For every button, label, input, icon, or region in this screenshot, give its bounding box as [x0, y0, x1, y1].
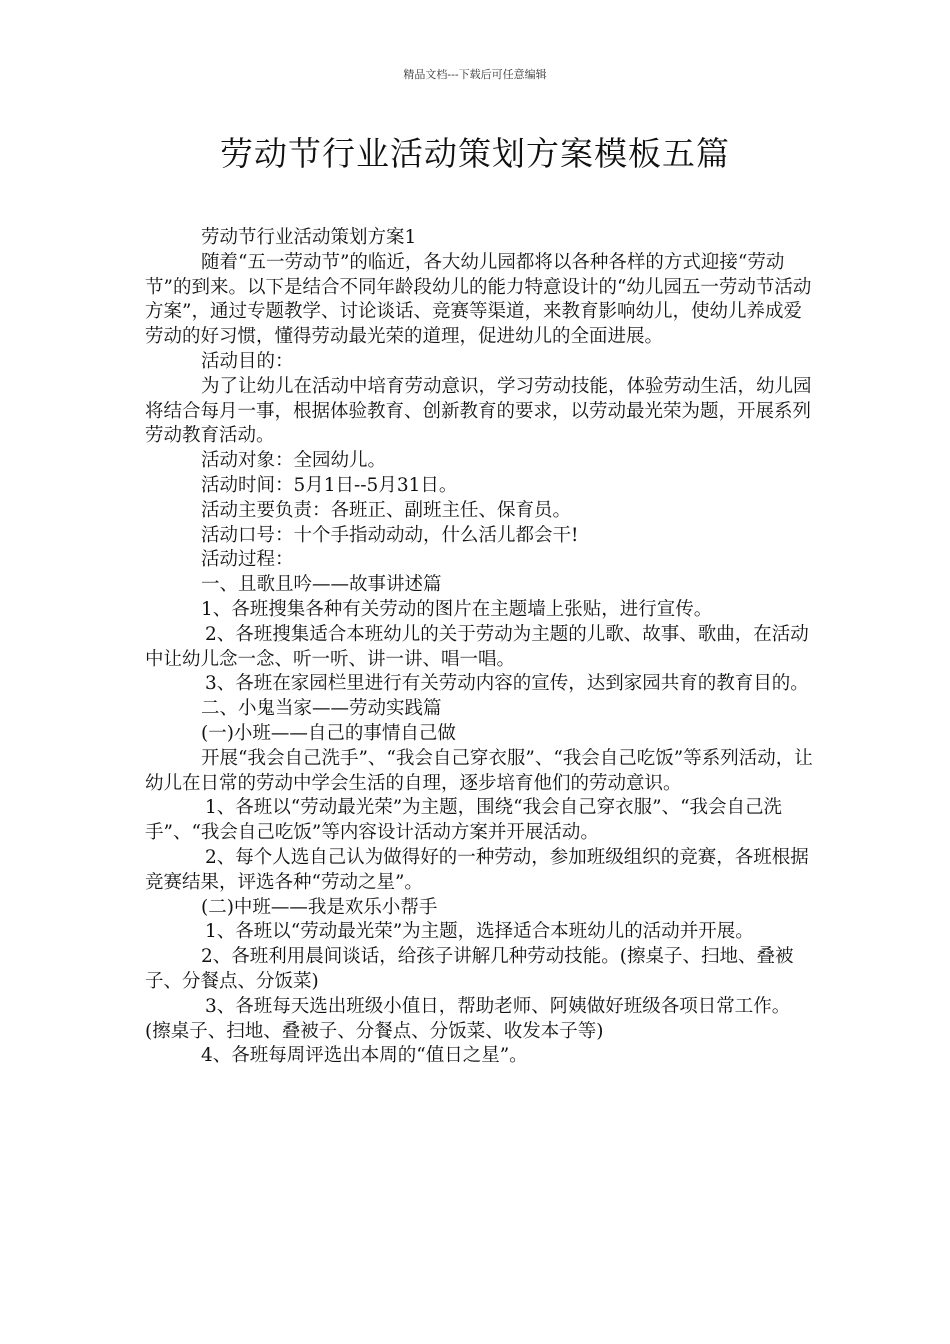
paragraph: 2、各班搜集适合本班幼儿的关于劳动为主题的儿歌、故事、歌曲，在活动中让幼儿念一念、听一听、讲一讲、唱一唱。: [145, 623, 809, 670]
paragraph: 活动主要负责：各班正、副班主任、保育员。: [201, 499, 572, 521]
paragraph: 二、小鬼当家——劳动实践篇: [201, 698, 442, 720]
paragraph: 活动过程：: [201, 549, 294, 571]
page-header: 精品文档---下载后可任意编辑: [403, 68, 547, 81]
document-title: 劳动节行业活动策划方案模板五篇: [220, 134, 730, 173]
paragraph: 一、且歌且吟——故事讲述篇: [201, 574, 442, 596]
paragraph: 为了让幼儿在活动中培育劳动意识，学习劳动技能，体验劳动生活，幼儿园将结合每月一事，根据体验教育、创新教育的要求，以劳动最光荣为题，开展系列劳动教育活动。: [145, 375, 812, 447]
paragraph: 3、各班在家园栏里进行有关劳动内容的宣传，达到家园共育的教育目的。: [205, 673, 809, 695]
paragraph: 4、各班每周评选出本周的“值日之星”。: [201, 1045, 528, 1067]
document-body: [145, 226, 815, 1069]
paragraph: 随着“五一劳动节”的临近，各大幼儿园都将以各种各样的方式迎接“劳动节”的到来。以下是结合不同年龄段幼儿的能力特意设计的“幼儿园五一劳动节活动方案”，通过专题教学、讨论谈话、竞赛等渠道，来教育影响幼儿，使幼儿养成爱劳动的好习惯，懂得劳动最光荣的道理，促进幼儿的全面进展。: [145, 251, 812, 348]
paragraph: 活动口号：十个手指动动动，什么活儿都会干!: [201, 524, 579, 546]
paragraph: 开展“我会自己洗手”、“我会自己穿衣服”、“我会自己吃饭”等系列活动，让幼儿在日常的劳动中学会生活的自理，逐步培育他们的劳动意识。: [145, 747, 813, 794]
paragraph: 3、各班每天选出班级小值日，帮助老师、阿姨做好班级各项日常工作。(擦桌子、扫地、叠被子、分餐点、分饭菜、收发本子等): [145, 995, 791, 1042]
paragraph: 1、各班搜集各种有关劳动的图片在主题墙上张贴，进行宣传。: [201, 598, 713, 620]
paragraph: 2、各班利用晨间谈话，给孩子讲解几种劳动技能。(擦桌子、扫地、叠被子、分餐点、分饭菜): [145, 946, 794, 992]
paragraph: 活动时间：5月1日--5月31日。: [201, 474, 458, 496]
paragraph: 活动对象：全园幼儿。: [201, 450, 387, 472]
paragraph: 1、各班以“劳动最光荣”为主题，围绕“我会自己穿衣服”、“我会自己洗手”、“我会自己吃饭”等内容设计活动方案并开展活动。: [145, 797, 783, 844]
paragraph: 活动目的：: [201, 350, 294, 372]
paragraph: (二)中班——我是欢乐小帮手: [201, 896, 438, 918]
paragraph: (一)小班——自己的事情自己做: [201, 722, 456, 744]
paragraph: 劳动节行业活动策划方案1: [201, 227, 417, 248]
paragraph: 2、每个人选自己认为做得好的一种劳动，参加班级组织的竞赛，各班根据竞赛结果，评选各种“劳动之星”。: [145, 846, 809, 893]
paragraph: 1、各班以“劳动最光荣”为主题，选择适合本班幼儿的活动并开展。: [205, 921, 754, 943]
